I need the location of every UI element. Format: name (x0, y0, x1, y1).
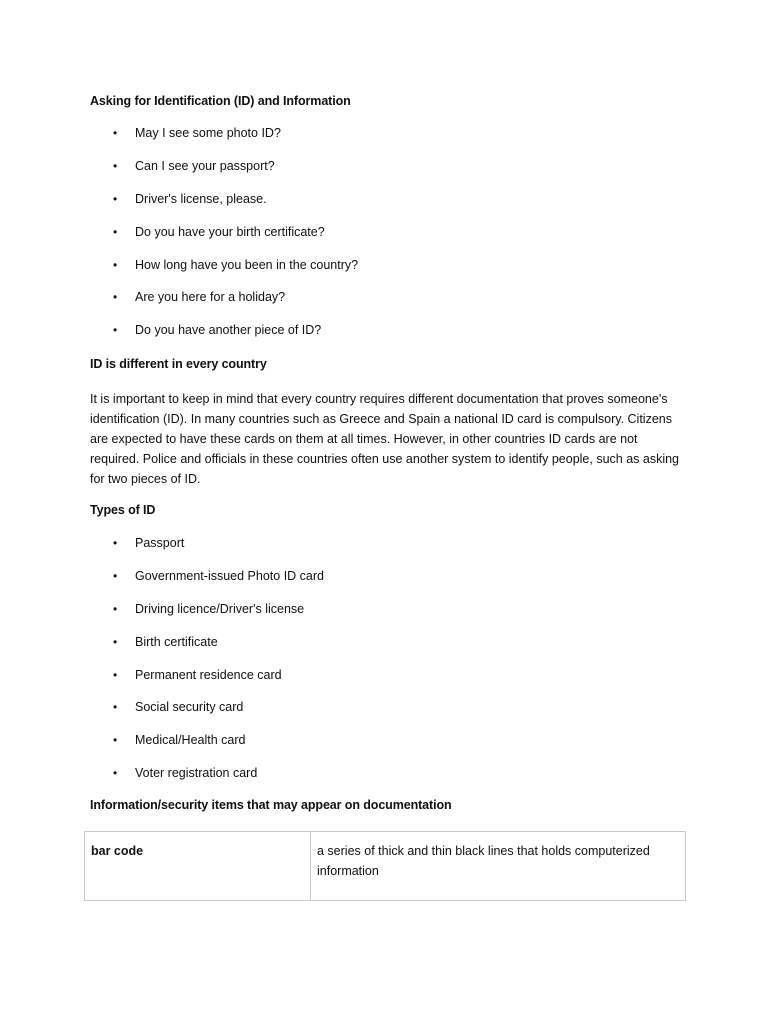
security-items-table (84, 831, 686, 901)
bullet: • (113, 257, 118, 272)
bullet: • (113, 766, 118, 781)
table-cell-term: bar code (85, 832, 311, 901)
paragraph-different: It is important to keep in mind that every country requires different documentation that proves someone's identification (ID). In many countries such as Greece and Spain a national ID card is compulsory. Citizens are expected to have these cards on them at all times. However, in other countries ID cards are not required. Police and officials in these countries often use another system to identify people, such as asking for two pieces of ID. (90, 392, 680, 486)
bullet: • (113, 224, 118, 239)
bullet: • (113, 667, 118, 682)
bullet: • (113, 601, 118, 616)
list-item-text: May I see some photo ID? (135, 126, 281, 140)
bullet: • (113, 158, 118, 173)
bullet: • (113, 191, 118, 206)
table-row (85, 832, 686, 901)
section-heading-asking: Asking for Identification (ID) and Information (90, 94, 351, 108)
bullet: • (113, 536, 118, 550)
list-item-text: Passport (135, 536, 185, 550)
list-item-text: Driver's license, please. (135, 191, 267, 206)
bullet: • (113, 634, 118, 649)
list-item-text: Can I see your passport? (135, 158, 275, 173)
bullet: • (113, 733, 118, 748)
list-item-text: Social security card (135, 700, 244, 715)
list-item-text: Birth certificate (135, 634, 218, 649)
list-item-text: Do you have another piece of ID? (135, 323, 322, 338)
bullet: • (113, 126, 118, 140)
list-item-text: Driving licence/Driver's license (135, 601, 305, 616)
bullet: • (113, 323, 118, 338)
bullet: • (113, 568, 118, 583)
bullet: • (113, 290, 118, 305)
list-item-text: How long have you been in the country? (135, 257, 359, 272)
list-item-text: Voter registration card (135, 766, 258, 781)
section-heading-types: Types of ID (90, 503, 156, 517)
section-heading-different: ID is different in every country (90, 357, 267, 371)
section-heading-security: Information/security items that may appear on documentation (90, 798, 452, 812)
bullet: • (113, 700, 118, 715)
list-item-text: Permanent residence card (135, 667, 282, 682)
list-item-text: Are you here for a holiday? (135, 290, 286, 305)
list-item-text: Government-issued Photo ID card (135, 568, 324, 583)
table-cell-definition: a series of thick and thin black lines that holds computerized information (311, 832, 686, 901)
list-item-text: Do you have your birth certificate? (135, 224, 325, 239)
list-item-text: Medical/Health card (135, 733, 246, 748)
